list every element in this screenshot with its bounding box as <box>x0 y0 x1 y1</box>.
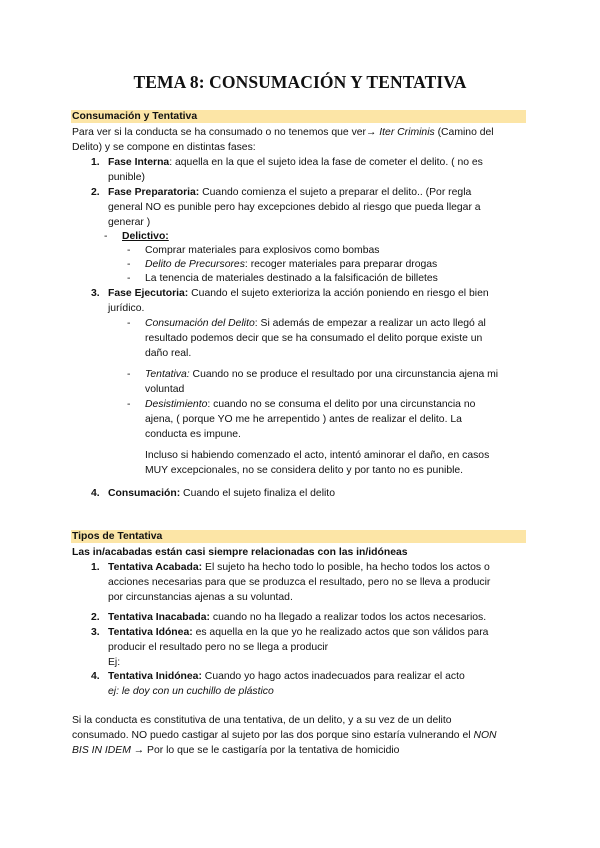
delictivo-item: Comprar materiales para explosivos como bombas <box>145 245 380 256</box>
list-item-continuation: producir el resultado pero no se llega a producir <box>108 642 329 653</box>
list-item-consumacion: Consumación: Cuando el sujeto finaliza el delito <box>108 488 335 499</box>
intro-line-2: Delito) y se compone en distintas fases: <box>72 142 256 153</box>
delictivo-label: Delictivo: <box>122 231 169 242</box>
list-item-fase-preparatoria: Fase Preparatoria: Cuando comienza el sujeto a preparar el delito.. (Por regla <box>108 187 472 198</box>
list-item-tentativa-idonea: Tentativa Idónea: es aquella en la que yo he realizado actos que son válidos para <box>108 627 489 638</box>
list-item-continuation: general NO es punible pero hay excepciones debido al riesgo que pueda llegar a <box>108 202 481 213</box>
intro-line-1: Para ver si la conducta se ha consumado o no tenemos que ver→ Iter Criminis (Camino del <box>72 127 494 138</box>
bullet-dash: - <box>127 318 131 329</box>
list-item-continuation: jurídico. <box>108 303 145 314</box>
list-item-fase-interna: Fase Interna: aquella en la que el sujeto idea la fase de cometer el delito. ( no es <box>108 157 483 168</box>
bullet-dash: - <box>104 231 108 242</box>
list-item-tentativa-inidonea: Tentativa Inidónea: Cuando yo hago actos inadecuados para realizar el acto <box>108 671 465 682</box>
sub-item-continuation: daño real. <box>145 348 192 359</box>
sub-item-continuation: ajena, ( porque YO me he arrepentido ) antes de realizar el delito. La <box>145 414 462 425</box>
sub-item-continuation: voluntad <box>145 384 185 395</box>
list-item-tentativa-acabada: Tentativa Acabada: El sujeto ha hecho todo lo posible, ha hecho todos los actos o <box>108 562 490 573</box>
example-line: ej: le doy con un cuchillo de plástico <box>108 686 274 697</box>
list-item-continuation: por circunstancias ajenas a su voluntad. <box>108 592 293 603</box>
subheading: Las in/acabadas están casi siempre relacionadas con las in/idóneas <box>72 547 408 558</box>
bullet-dash: - <box>127 399 131 410</box>
list-number: 4. <box>91 488 100 499</box>
closing-line-1: Si la conducta es constitutiva de una tentativa, de un delito, y a su vez de un delito <box>72 715 452 726</box>
list-number: 1. <box>91 562 100 573</box>
list-item-continuation: punible) <box>108 172 145 183</box>
sub-item-tentativa: Tentativa: Cuando no se produce el resultado por una circunstancia ajena mi <box>145 369 499 380</box>
list-item-tentativa-inacabada: Tentativa Inacabada: cuando no ha llegado a realizar todos los actos necesarios. <box>108 612 487 623</box>
bullet-dash: - <box>127 369 131 380</box>
bullet-dash: - <box>127 259 131 270</box>
bullet-dash: - <box>127 273 131 284</box>
note-line: MUY excepcionales, no se considera delito y por tanto no es punible. <box>145 465 464 476</box>
list-number: 1. <box>91 157 100 168</box>
list-item-continuation: acciones necesarias para que se produzca el resultado, pero no se lleva a producir <box>108 577 491 588</box>
sub-item-continuation: resultado podemos decir que se ha consumado el delito porque existe un <box>145 333 483 344</box>
sub-item-consumacion: Consumación del Delito: Si además de empezar a realizar un acto llegó al <box>145 318 486 329</box>
list-number: 3. <box>91 288 100 299</box>
list-number: 3. <box>91 627 100 638</box>
bullet-dash: - <box>127 245 131 256</box>
section-heading-consumacion <box>71 110 526 123</box>
delictivo-item: La tenencia de materiales destinado a la falsificación de billetes <box>145 273 438 284</box>
sub-item-continuation: conducta es impune. <box>145 429 241 440</box>
list-item-fase-ejecutoria: Fase Ejecutoria: Cuando el sujeto exterioriza la acción poniendo en riesgo el bien <box>108 288 489 299</box>
list-number: 4. <box>91 671 100 682</box>
note-line: Incluso si habiendo comenzado el acto, intentó aminorar el daño, en casos <box>145 450 490 461</box>
closing-line-3: BIS IN IDEM → Por lo que se le castigaría por la tentativa de homicidio <box>72 745 400 756</box>
section-heading-tipos <box>71 530 526 543</box>
list-item-continuation: Ej: <box>108 657 121 668</box>
list-item-continuation: generar ) <box>108 217 151 228</box>
delictivo-item: Delito de Precursores: recoger materiales para preparar drogas <box>145 259 438 270</box>
sub-item-desistimiento: Desistimiento: cuando no se consuma el delito por una circunstancia no <box>145 399 476 410</box>
section-heading-text: Consumación y Tentativa <box>72 111 198 122</box>
closing-line-2: consumado. NO puedo castigar al sujeto por las dos porque sino estaría vulnerando el NON <box>72 730 497 741</box>
list-number: 2. <box>91 612 100 623</box>
list-number: 2. <box>91 187 100 198</box>
section-heading-text: Tipos de Tentativa <box>72 531 163 542</box>
page-title: TEMA 8: CONSUMACIÓN Y TENTATIVA <box>133 72 467 92</box>
